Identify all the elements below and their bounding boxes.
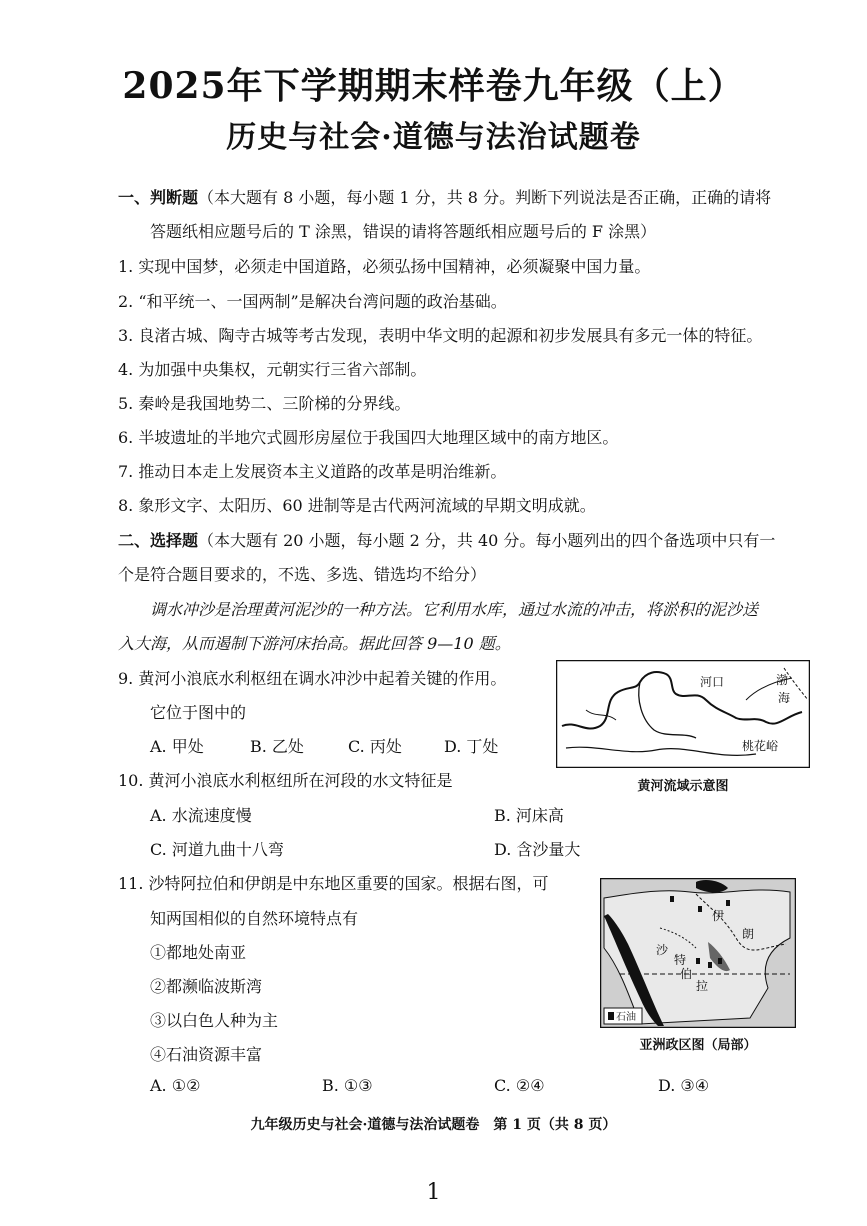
q9-option-c: C. 丙处 [348,737,402,756]
q10-option-b: B. 河床高 [494,806,564,825]
section1-instructions-b: 答题纸相应题号后的 T 涂黑，错误的请将答题纸相应题号后的 F 涂黑） [150,222,657,241]
page-footer: 九年级历史与社会·道德与法治试题卷 第 1 页（共 8 页） [250,1117,617,1133]
section1-heading-line [118,185,771,208]
section2-instructions-a: （本大题有 20 小题，每小题 2 分，共 40 分。每小题列出的四个备选项中只有一 [198,531,776,550]
judge-item-4: 4. 为加强中央集权，元朝实行三省六部制。 [118,360,427,379]
judge-item-2: 2. “和平统一、一国两制”是解决台湾问题的政治基础。 [118,292,507,311]
q9-option-d: D. 丁处 [444,737,499,756]
section1-instructions-a: （本大题有 8 小题，每小题 1 分，共 8 分。判断下列说法是否正确，正确的请将 [198,188,772,207]
q9-stem-a: 9. 黄河小浪底水利枢纽在调水冲沙中起着关键的作用。 [118,669,507,688]
label-bo: 伯 [680,967,693,981]
label-te: 特 [674,953,687,967]
middle-east-map-caption: 亚洲政区图（局部） [639,1038,757,1053]
judge-item-8: 8. 象形文字、太阳历、60 进制等是古代两河流域的早期文明成就。 [118,496,596,515]
q11-stem-b: 知两国相似的自然环境特点有 [150,909,359,928]
q11-choice-3: ③以白色人种为主 [150,1011,279,1030]
q10-option-c: C. 河道九曲十八弯 [150,840,284,859]
label-hekou: 河口 [700,675,725,689]
q11-option-c: C. ②④ [494,1076,545,1095]
yellow-river-map-caption: 黄河流域示意图 [637,779,729,794]
judge-item-5: 5. 秦岭是我国地势二、三阶梯的分界线。 [118,394,411,413]
material-text-b: 入大海，从而遏制下游河床抬高。据此回答 9—10 题。 [118,634,511,653]
label-sha: 沙 [656,943,669,957]
label-la: 拉 [696,979,709,993]
q11-choice-4: ④石油资源丰富 [150,1045,263,1064]
q10-option-d: D. 含沙量大 [494,840,581,859]
judge-item-6: 6. 半坡遗址的半地穴式圆形房屋位于我国四大地理区域中的南方地区。 [118,428,619,447]
judge-item-3: 3. 良渚古城、陶寺古城等考古发现，表明中华文明的起源和初步发展具有多元一体的特征。 [118,326,763,345]
q11-option-b: B. ①③ [322,1076,373,1095]
legend-oil-label: 石油 [616,1012,636,1023]
section2-instructions-b: 个是符合题目要求的，不选、多选、错选均不给分） [118,565,487,584]
q10-option-a: A. 水流速度慢 [150,806,252,825]
page-number: 1 [426,1180,441,1205]
judge-item-1: 1. 实现中国梦，必须走中国道路，必须弘扬中国精神，必须凝聚中国力量。 [118,257,651,276]
q9-option-b: B. 乙处 [250,737,304,756]
q9-option-a: A. 甲处 [150,737,204,756]
q9-stem-b: 它位于图中的 [150,703,247,722]
material-text-a: 调水冲沙是治理黄河泥沙的一种方法。它利用水库，通过水流的冲击，将淤积的泥沙送 [150,600,759,619]
q11-stem-a: 11. 沙特阿拉伯和伊朗是中东地区重要的国家。根据右图，可 [118,874,549,893]
yellow-river-map-drawing [556,660,810,768]
section2-heading-line [118,528,775,551]
exam-title: 2025年下学期期末样卷九年级（上） [122,65,745,107]
section1-heading: 一、判断题 [118,188,199,207]
q11-choice-2: ②都濒临波斯湾 [150,977,263,996]
section2-heading: 二、选择题 [118,531,199,550]
label-bohai-1: 渤 [776,673,789,687]
label-yi: 伊 [712,909,725,923]
label-taohuayu: 桃花峪 [742,739,779,753]
yellow-river-map [556,660,810,768]
q11-option-a: A. ①② [150,1076,201,1095]
judge-item-7: 7. 推动日本走上发展资本主义道路的改革是明治维新。 [118,462,507,481]
q11-choice-1: ①都地处南亚 [150,943,247,962]
label-lang: 朗 [742,927,755,941]
middle-east-map [600,878,796,1028]
middle-east-map-drawing [600,878,796,1028]
label-bohai-2: 海 [778,691,791,705]
q11-option-d: D. ③④ [658,1076,710,1095]
q10-stem: 10. 黄河小浪底水利枢纽所在河段的水文特征是 [118,771,453,790]
exam-subtitle: 历史与社会·道德与法治试题卷 [226,120,641,155]
